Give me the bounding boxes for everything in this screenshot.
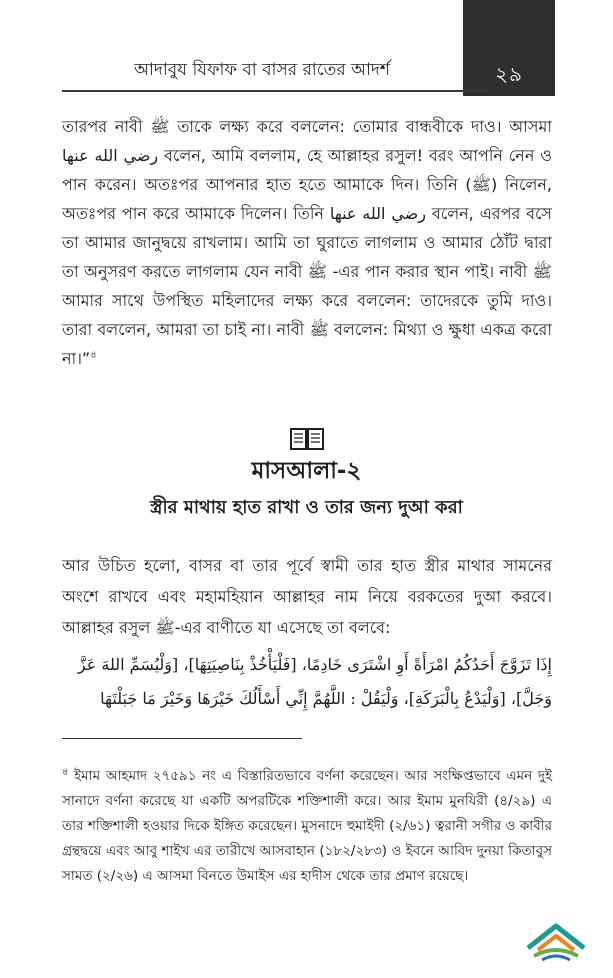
footnote	[62, 764, 552, 889]
publisher-logo	[524, 918, 588, 962]
page-number-tab	[463, 0, 555, 96]
header-rule	[62, 90, 490, 92]
page-number: ২৯	[495, 62, 523, 86]
section-subtitle: স্ত্রীর মাথায় হাত রাখা ও তার জন্য দুআ করা	[150, 497, 463, 518]
paragraph-1	[62, 112, 552, 373]
section-title: মাসআলা-২	[251, 458, 362, 484]
footnote-text: ইমাম আহমাদ ২৭৫৯১ নং এ বিস্তারিতভাবে বর্ণনা করেছেন। আর সংক্ষিপ্তভাবে এমন দুই সানাদে বর্ণনা করেছে যা একটি অপরটিকে শক্তিশালী করে। আর ইমাম মুনযিরী (৪/২৯) এ তার শক্তিশালী হওয়ার দিকে ইঙ্গিত করেছেন। মুসনাদে হুমাইদী (২/৬১) ত্বরানী সগীর ও কাবীর গ্রন্থদ্বয়ে এবং আবু শাইখ এর তারীখে আসবাহান (১৮২/২৮৩) ও ইবনে আবিদ দুনয়া কিতাবুস সামত (২/২৬) এ আসমা বিনতে উমাইস এর হাদীস থেকে তার প্রমাণ রয়েছে।	[62, 768, 552, 884]
arabic-line-1: إِذَا تَزَوَّجَ أَحَدُكُمُ امْرَأَةً أَوِ اشْتَرَى خَادِمًا، [فَلْيَأْخُذْ بِنَاصِيَتِهَا]، [وَلْيُسَمِّ اللهَ عَزَّ	[77, 655, 552, 674]
running-title: আদাবুয যিফাফ বা বাসর রাতের আদর্শ	[134, 60, 390, 80]
arabic-line-2: وَجَلَّ]، [وَلْيَدْعُ بِالْبَرَكَةِ]، وَلْيَقُلْ : اللَّهُمَّ إِنِّي أَسْأَلُكَ خَيْرَهَا وَخَيْرَ مَا جَبَلْتَهَا	[100, 689, 552, 708]
footnote-rule	[62, 738, 302, 739]
footnote-marker: ৪	[62, 766, 69, 778]
paragraph-1-text: তারপর নাবী ﷺ তাকে লক্ষ্য করে বললেন: তোমার বান্ধবীকে দাও। আসমা رضي الله عنها বলেন, আমি বললাম, হে আল্লাহর রসুল! বরং আপনি নেন ও পান করেন। অতঃপর আপনার হাত হতে আমাকে দিন। তিনি (ﷺ) নিলেন, অতঃপর পান করে আমাকে দিলেন। তিনি رضي الله عنها বলেন, এরপর বসে তা আমার জানুদ্বয়ে রাখলাম। আমি তা ঘুরাতে লাগলাম ও আমার ঠোঁট দ্বারা তা অনুসরণ করতে লাগলাম যেন নাবী ﷺ -এর পান করার স্থান পাই। নাবী ﷺ আমার সাথে উপস্থিত মহিলাদের লক্ষ্য করে বললেন: তাদেরকে তুমি দাও। তারা বললেন, আমরা তা চাই না। নাবী ﷺ বললেন: মিথ্যা ও ক্ষুধা একত্র করো না।”	[62, 117, 553, 368]
paragraph-2: আর উচিত হলো, বাসর বা তার পূর্বে স্বামী তার হাত স্ত্রীর মাথার সামনের অংশে রাখবে এবং মহামহিয়ান আল্লাহর নাম নিয়ে বরকতের দুআ করবে। আল্লাহর রসুল ﷺ-এর বাণীতে যা এসেছে তা বলবে:	[62, 556, 552, 637]
footnote-ref: ৪	[90, 349, 97, 361]
book-icon	[289, 424, 325, 452]
